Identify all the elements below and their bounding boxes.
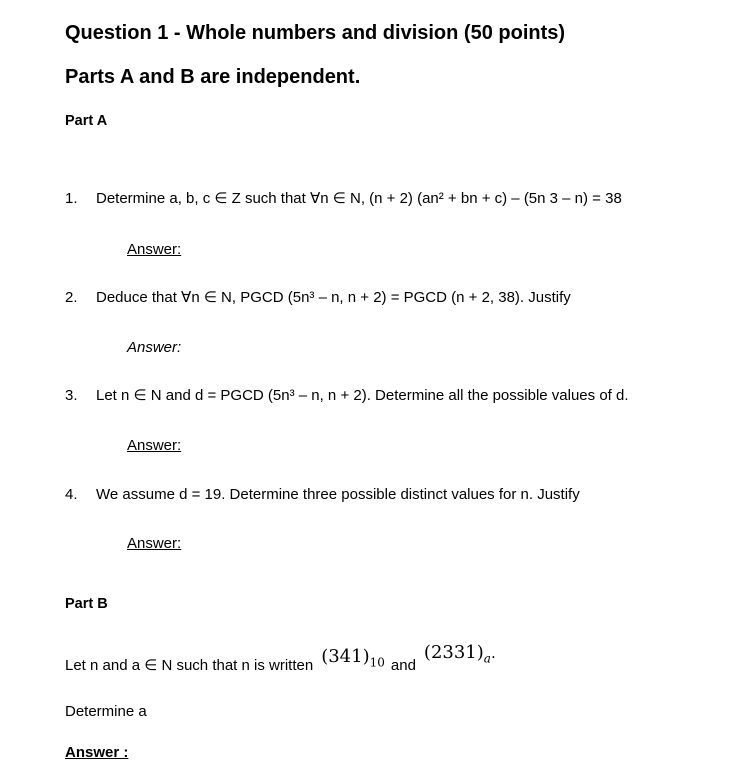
answer-label-3: Answer: [127,437,182,454]
question-number: 2. [65,289,78,306]
math-base10-subscript: 10 [369,655,385,670]
math-basea-notation [423,642,496,666]
math-trailing-period: . [490,644,496,662]
answer-label-4: Answer: [127,535,182,552]
part-a-heading: Part A [65,113,108,129]
question-item-3 [65,386,726,406]
part-b-heading: Part B [65,596,108,612]
question-text: Deduce that ∀n ∈ N, PGCD (5n³ – n, n + 2) = PGCD (n + 2, 38). Justify [96,289,571,306]
answer-label-1: Answer: [127,241,182,258]
subtitle: Parts A and B are independent. [65,66,361,88]
math-base10-notation [321,646,385,670]
part-b-conjunction: and [390,657,416,674]
determine-line: Determine a [65,703,147,720]
part-b-intro [65,642,726,676]
question-item-2 [65,288,726,308]
question-number: 1. [65,190,78,207]
question-number: 3. [65,387,78,404]
question-text: We assume d = 19. Determine three possible distinct values for n. Justify [96,486,580,503]
question-text: Let n ∈ N and d = PGCD (5n³ – n, n + 2). Determine all the possible values of d. [96,387,629,404]
question-list [65,189,726,554]
page-title: Question 1 - Whole numbers and division (50 points) [65,22,566,44]
question-item-1 [65,189,726,209]
question-text: Determine a, b, c ∈ Z such that ∀n ∈ N, (n + 2) (an² + bn + c) – (5n 3 – n) = 38 [96,190,622,207]
math-base10-value: (341) [321,646,370,667]
math-basea-subscript: a [483,651,491,666]
answer-label-2: Answer: [127,339,182,356]
question-number: 4. [65,486,78,503]
part-b-intro-text: Let n and a ∈ N such that n is written [65,657,314,674]
answer-label-bottom: Answer : [65,744,129,761]
question-item-4 [65,485,726,505]
math-basea-value: (2331) [423,642,484,663]
